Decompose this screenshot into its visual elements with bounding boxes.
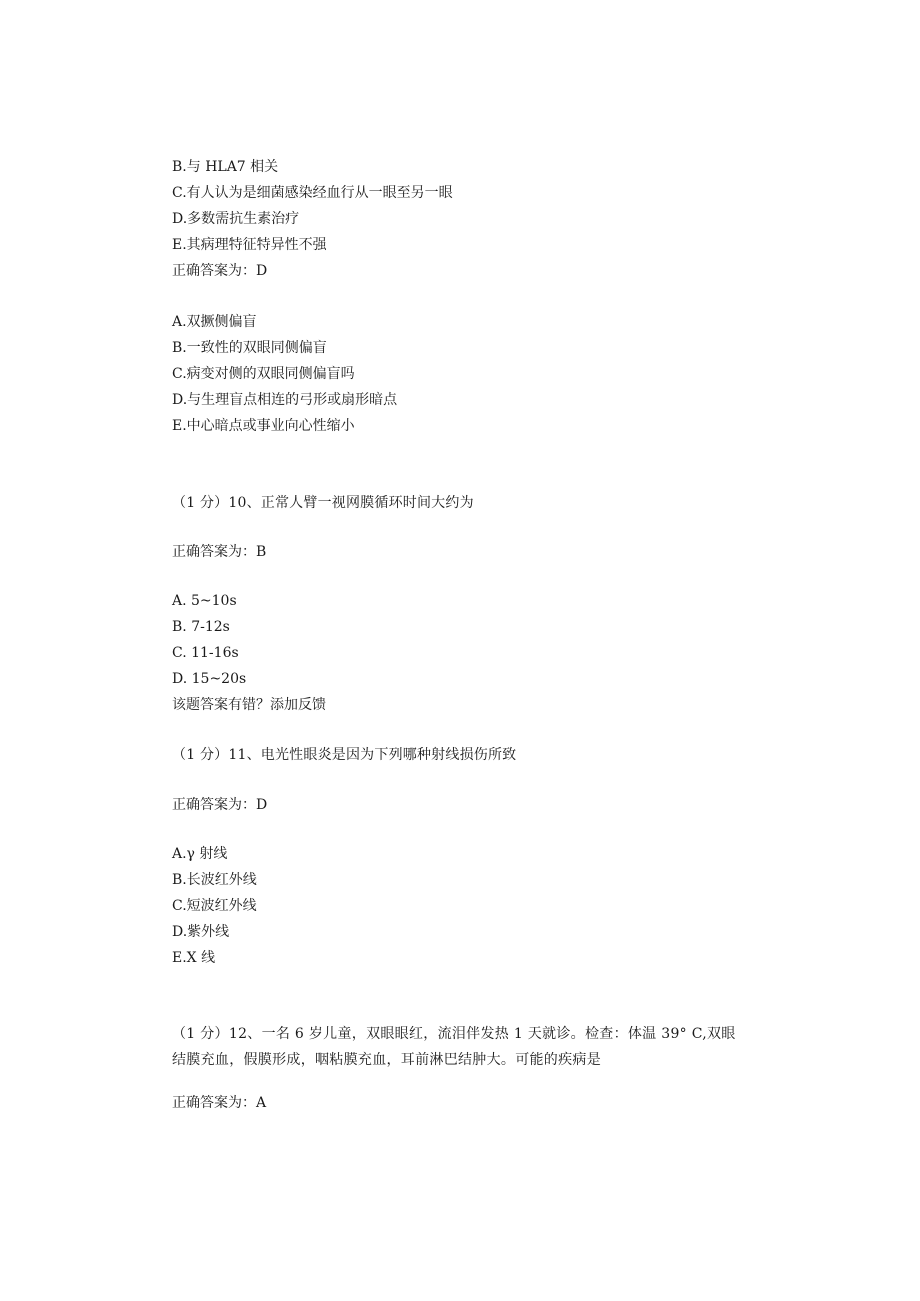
option-d: D.与生理盲点相连的弓形或扇形暗点: [172, 392, 398, 408]
option-d: D.紫外线: [172, 924, 230, 940]
option-b: B. 7-12s: [172, 619, 230, 635]
question-10: （1 分）10、正常人臂一视网膜循环时间大约为: [172, 495, 474, 511]
option-c: C.病变对侧的双眼同侧偏盲吗: [172, 366, 355, 382]
option-e: E.中心暗点或事业向心性缩小: [172, 418, 355, 434]
option-a: A.γ 射线: [172, 846, 228, 862]
option-d: D.多数需抗生素治疗: [172, 211, 300, 227]
question-12: （1 分）12、一名 6 岁儿童，双眼眼红，流泪伴发热 1 天就诊。检查：体温 39° C,双眼结膜充血，假膜形成，咽粘膜充血，耳前淋巴结肿大。可能的疾病是: [172, 1026, 736, 1068]
option-c: C. 11-16s: [172, 645, 239, 661]
option-a: A.双撅侧偏盲: [172, 314, 257, 330]
option-a: A. 5~10s: [172, 593, 237, 609]
question-11: （1 分）11、电光性眼炎是因为下列哪种射线损伤所致: [172, 747, 517, 763]
correct-answer: 正确答案为：B: [172, 544, 267, 560]
option-e: E.X 线: [172, 950, 216, 966]
option-d: D. 15~20s: [172, 671, 247, 687]
option-b: B.一致性的双眼同侧偏盲: [172, 340, 327, 356]
correct-answer: 正确答案为：D: [172, 797, 268, 813]
option-c: C.有人认为是细菌感染经血行从一眼至另一眼: [172, 185, 453, 201]
option-e: E.其病理特征特异性不强: [172, 237, 327, 253]
feedback-link[interactable]: 该题答案有错？添加反馈: [172, 697, 326, 713]
option-b: B.长波红外线: [172, 872, 257, 888]
option-b: B.与 HLA7 相关: [172, 159, 279, 175]
option-c: C.短波红外线: [172, 898, 257, 914]
correct-answer: 正确答案为：A: [172, 1095, 267, 1111]
correct-answer: 正确答案为：D: [172, 263, 268, 279]
